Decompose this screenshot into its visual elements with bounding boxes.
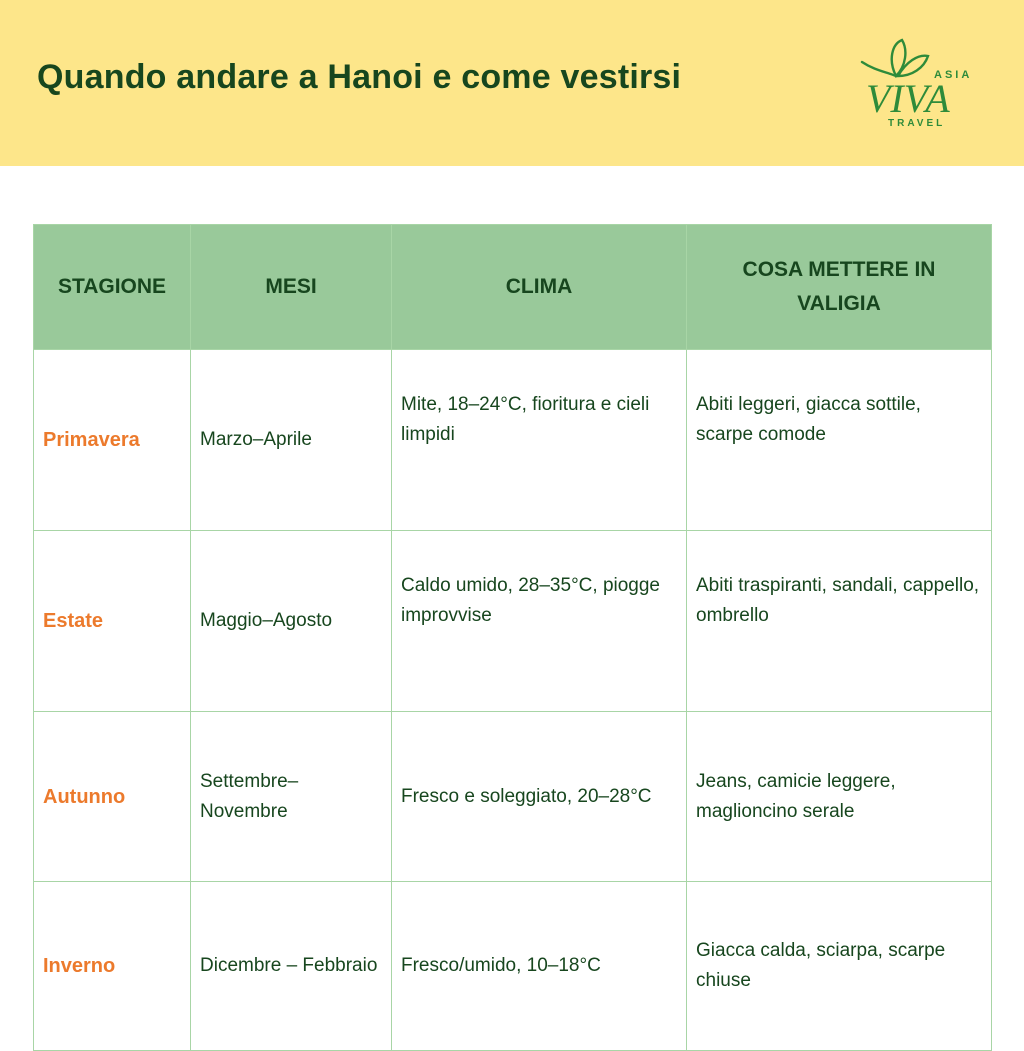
header-stagione: STAGIONE bbox=[34, 225, 191, 350]
months-cell: Dicembre – Febbraio bbox=[191, 882, 392, 1051]
climate-cell: Mite, 18–24°C, fioritura e cieli limpidi bbox=[392, 350, 687, 531]
climate-cell: Caldo umido, 28–35°C, piogge improvvise bbox=[392, 531, 687, 712]
header-mesi: MESI bbox=[191, 225, 392, 350]
season-cell: Primavera bbox=[34, 350, 191, 531]
climate-cell: Fresco/umido, 10–18°C bbox=[392, 882, 687, 1051]
logo-viva-text: VIVA bbox=[866, 76, 950, 121]
season-cell: Autunno bbox=[34, 712, 191, 882]
leaf-icon bbox=[862, 40, 928, 76]
climate-cell: Fresco e soleggiato, 20–28°C bbox=[392, 712, 687, 882]
header-banner bbox=[0, 0, 1024, 166]
months-cell: Marzo–Aprile bbox=[191, 350, 392, 531]
pack-cell: Jeans, camicie leggere, maglioncino serale bbox=[687, 712, 992, 882]
months-cell: Settembre–Novembre bbox=[191, 712, 392, 882]
logo-asia-text: ASIA bbox=[934, 69, 973, 81]
logo-travel-text: TRAVEL bbox=[888, 118, 946, 129]
asia-viva-travel-logo bbox=[848, 36, 973, 129]
header-clima: CLIMA bbox=[392, 225, 687, 350]
page-title: Quando andare a Hanoi e come vestirsi bbox=[37, 58, 682, 96]
season-cell: Inverno bbox=[34, 882, 191, 1051]
season-guide-table bbox=[33, 224, 992, 1051]
table-row bbox=[34, 350, 992, 531]
pack-cell: Giacca calda, sciarpa, scarpe chiuse bbox=[687, 882, 992, 1051]
pack-cell: Abiti traspiranti, sandali, cappello, ombrello bbox=[687, 531, 992, 712]
months-cell: Maggio–Agosto bbox=[191, 531, 392, 712]
season-cell: Estate bbox=[34, 531, 191, 712]
table-header-row bbox=[34, 225, 992, 350]
table-row bbox=[34, 882, 992, 1051]
table-row bbox=[34, 531, 992, 712]
header-cosa-mettere: COSA METTERE IN VALIGIA bbox=[687, 225, 992, 350]
table-row bbox=[34, 712, 992, 882]
pack-cell: Abiti leggeri, giacca sottile, scarpe comode bbox=[687, 350, 992, 531]
